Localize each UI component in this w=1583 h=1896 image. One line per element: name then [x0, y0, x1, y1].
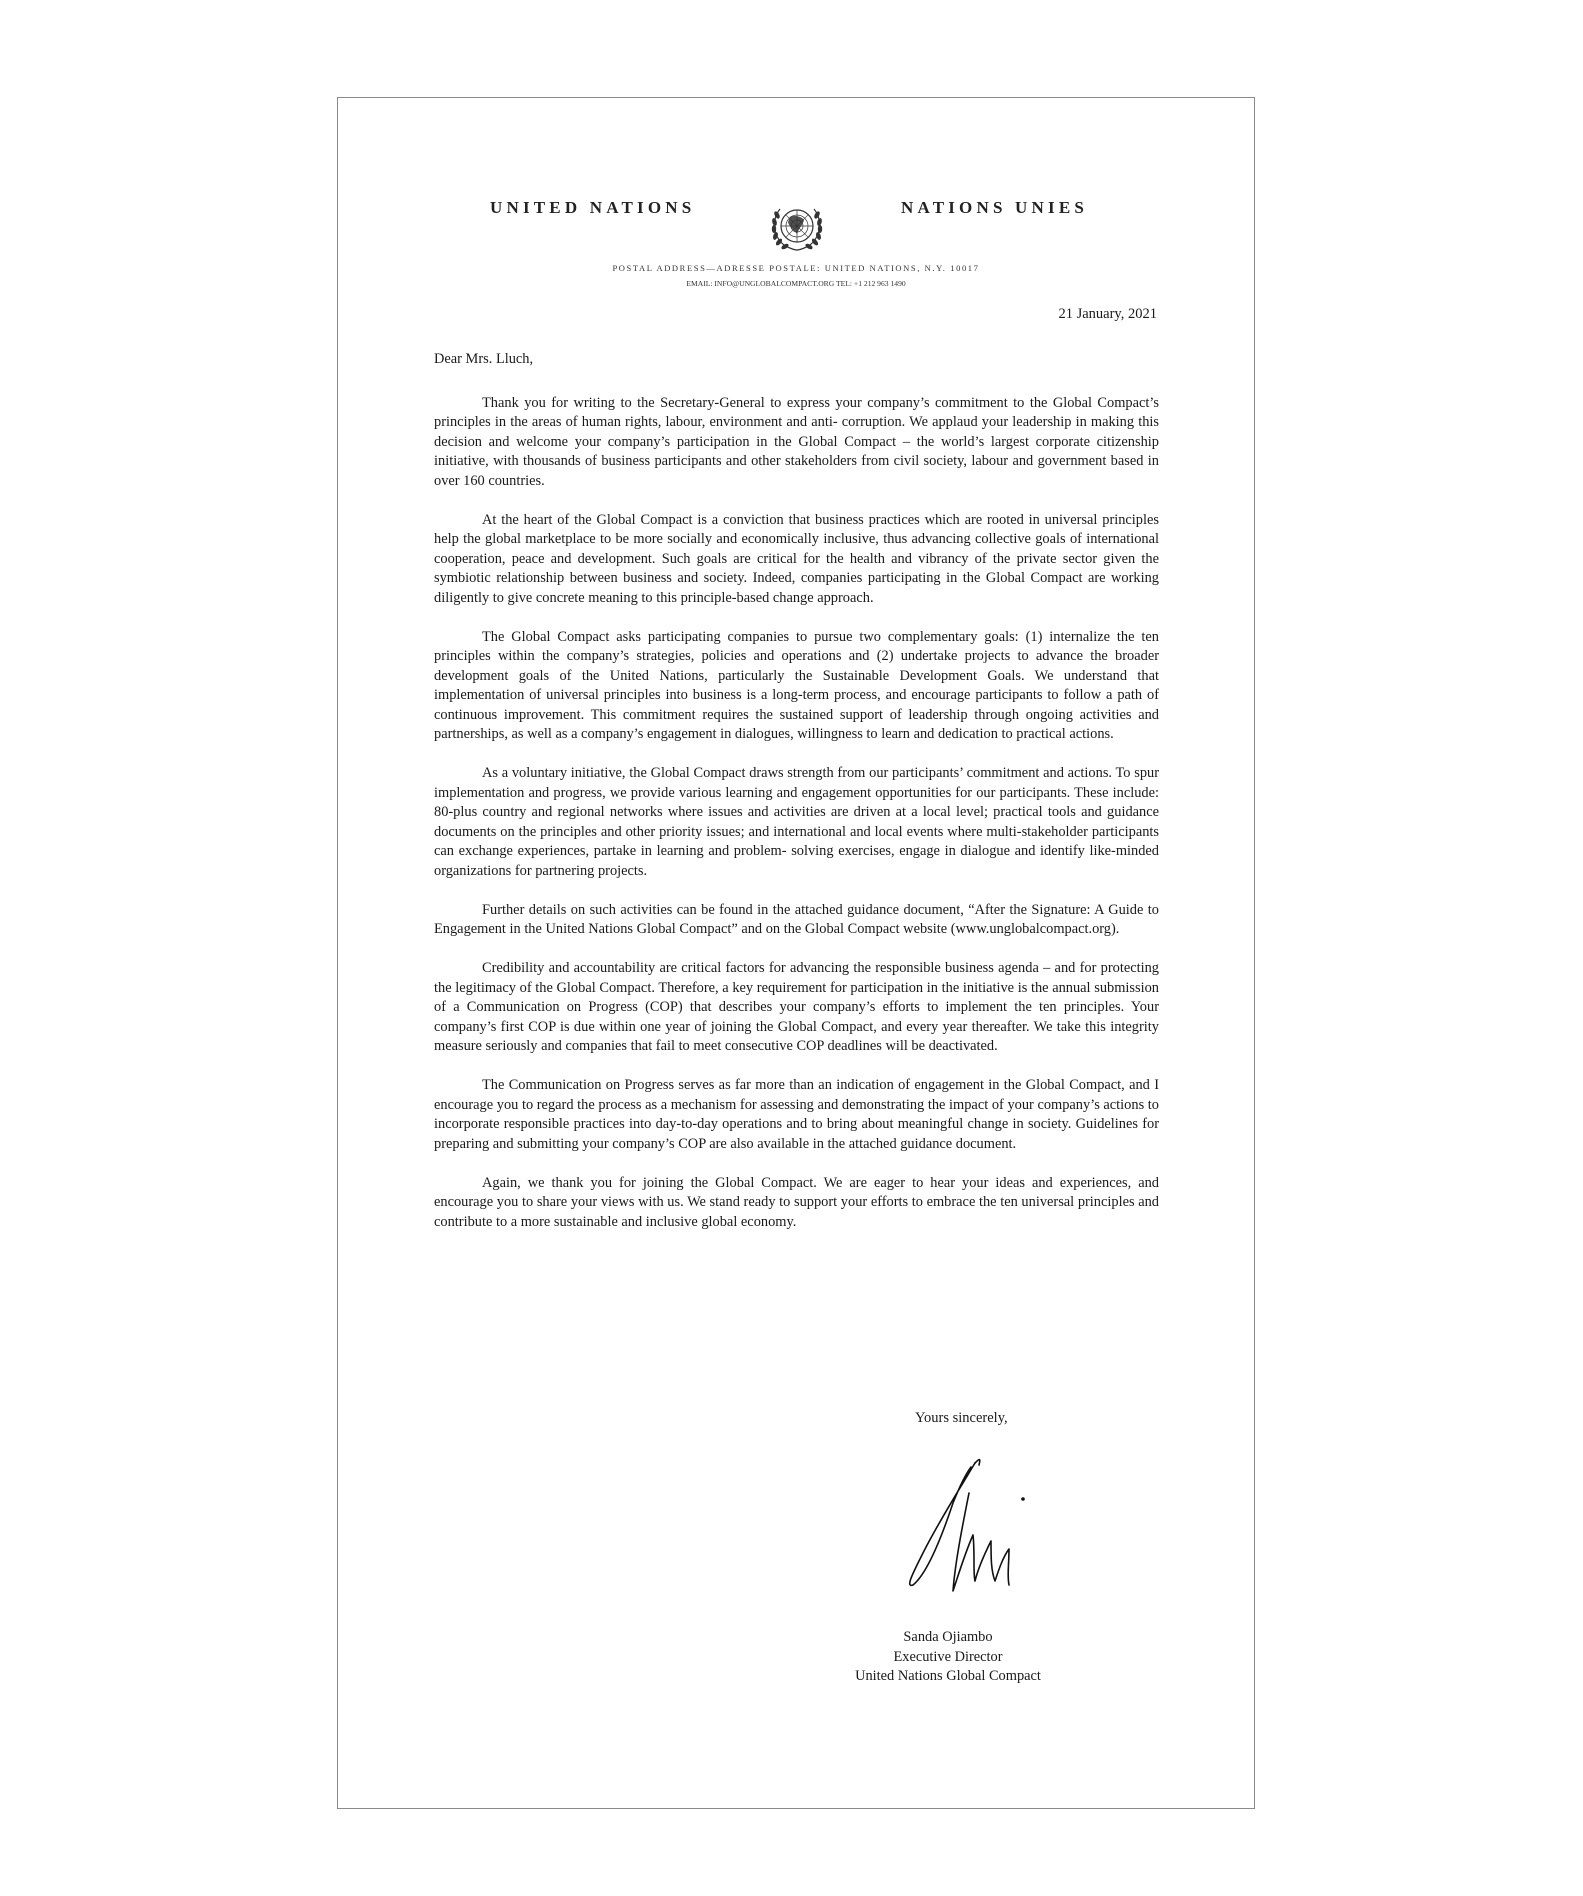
handwritten-signature [883, 1453, 1043, 1603]
salutation: Dear Mrs. Lluch, [434, 351, 534, 367]
org-name-english: UNITED NATIONS [490, 198, 696, 217]
org-name-french: NATIONS UNIES [901, 198, 1089, 217]
body-paragraph-7: The Communication on Progress serves as far more than an indication of engagement in the Global Compact, and I encourage you to regard the process as a mechanism for assessing and demonstrating the impact of your company’s actions to incorporate responsible practices into day-to-day operations and to bring about meaningful change in society. Guidelines for preparing and submitting your company’s COP are also available in the attached guidance document. [434, 1077, 1159, 1152]
letter-body [434, 350, 1159, 1252]
body-paragraph-6: Credibility and accountability are critical factors for advancing the responsible business agenda – and for protecting the legitimacy of the Global Compact. Therefore, a key requirement for participation in the initiative is the annual submission of a Communication on Progress (COP) that describes your company’s efforts to implement the ten principles. Your company’s first COP is due within one year of joining the Global Compact, and every year thereafter. We take this integrity measure seriously and companies that fail to meet consecutive COP deadlines will be deactivated. [434, 960, 1159, 1054]
signatory-block [838, 1628, 1058, 1687]
postal-address: POSTAL ADDRESS—ADRESSE POSTALE: UNITED NATIONS, N.Y. 10017 [612, 263, 980, 273]
body-paragraph-3: The Global Compact asks participating companies to pursue two complementary goals: (1) internalize the ten principles within the company’s strategies, policies and operations and (2) undertake projects to advance the broader development goals of the United Nations, particularly the Sustainable Development Goals. We understand that implementation of universal principles into business is a long-term process, and encourage participants to follow a path of continuous improvement. This commitment requires the sustained support of leadership through ongoing activities and partnerships, as well as a company’s engagement in dialogues, willingness to learn and dedication to practical actions. [434, 628, 1159, 742]
letter-page [337, 97, 1255, 1809]
signatory-name: Sanda Ojiambo [903, 1629, 993, 1645]
signatory-title: Executive Director [893, 1648, 1003, 1665]
body-paragraph-1: Thank you for writing to the Secretary-General to express your company’s commitment to the Global Compact’s principles in the areas of human rights, labour, environment and anti- corruption. We applaud your leadership in making this decision and welcome your company’s participation in the Global Compact – the world’s largest corporate citizenship initiative, with thousands of business participants and other stakeholders from civil society, labour and government based in over 160 countries. [434, 394, 1159, 489]
body-paragraph-4: As a voluntary initiative, the Global Compact draws strength from our participants’ commitment and actions. To spur implementation and progress, we provide various learning and engagement opportunities for our participants. These include: 80-plus country and regional networks where issues and activities are driven at a local level; practical tools and guidance documents on the principles and other priority issues; and international and local events where multi-stakeholder participants can exchange experiences, partake in learning and problem- solving exercises, engage in dialogue and identify like-minded organizations for partnering projects. [434, 765, 1159, 879]
body-paragraph-8: Again, we thank you for joining the Global Compact. We are eager to hear your ideas and experiences, and encourage you to share your views with us. We stand ready to support your efforts to embrace the ten universal principles and contribute to a more sustainable and inclusive global economy. [434, 1174, 1159, 1230]
contact-info: EMAIL: INFO@UNGLOBALCOMPACT.ORG TEL: +1 212 963 1490 [686, 279, 906, 288]
closing: Yours sincerely, [915, 1410, 1008, 1426]
signatory-organization: United Nations Global Compact [855, 1668, 1041, 1684]
letter-date: 21 January, 2021 [1058, 306, 1157, 322]
un-emblem-icon [768, 201, 826, 253]
body-paragraph-2: At the heart of the Global Compact is a conviction that business practices which are rooted in universal principles help the global marketplace to be more socially and economically inclusive, thus advancing collective goals of international cooperation, peace and development. Such goals are critical for the health and vibrancy of the private sector given the symbiotic relationship between business and society. Indeed, companies participating in the Global Compact are working diligently to give concrete meaning to this principle-based change approach. [434, 511, 1159, 606]
body-paragraph-5: Further details on such activities can be found in the attached guidance document, “After the Signature: A Guide to Engagement in the United Nations Global Compact” and on the Global Compact website (www.unglobalcompact.org). [434, 901, 1159, 937]
